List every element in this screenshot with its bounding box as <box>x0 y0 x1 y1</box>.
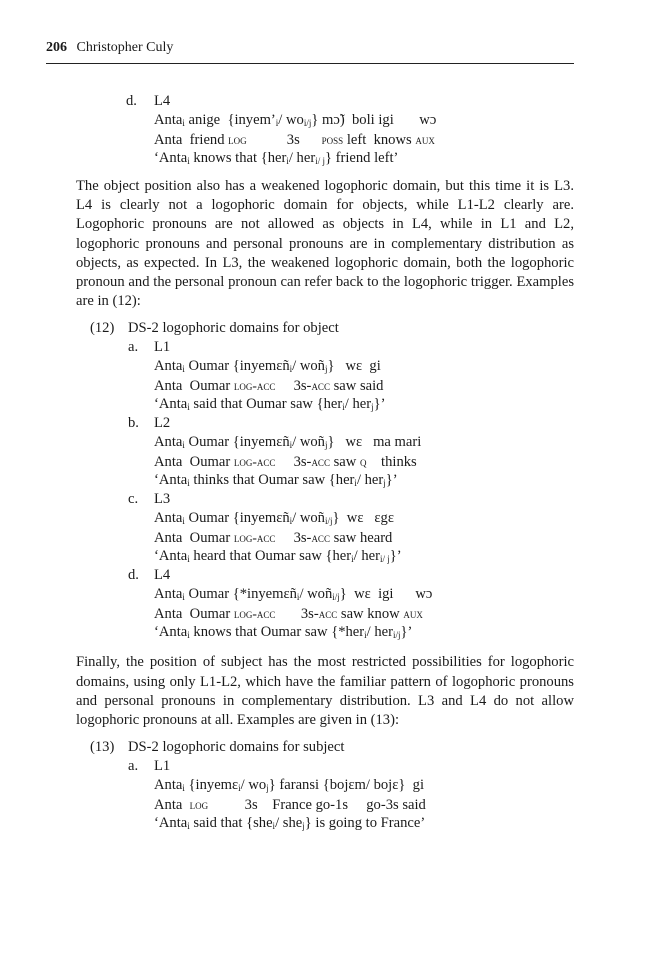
example-number: (13) <box>90 739 115 756</box>
example-source-line: Anta$_i$ Oumar {inyemɛñ$_i$/ woñ$_{i/j}$} wɛ ɛgɛ <box>154 510 394 527</box>
example-item: c. L3 Anta$_i$ Oumar {inyemɛñ$_i$/ woñ$_{i/j}$} wɛ ɛgɛ Anta Oumar log-acc 3s-acc saw heard ‘Anta$_i$ heard that Oumar saw {her$_i$/ her$_{i/ j}$}’ <box>76 490 574 566</box>
example-gloss-line: Anta Oumar log-acc 3s-acc saw know aux <box>154 606 423 623</box>
example-source-line: Anta$_i$ {inyemɛ$_i$/ $wo_j$} faransi {bojɛm/ bojɛ} gi <box>154 777 425 794</box>
example-level: L4 <box>154 93 171 109</box>
example-translation-line: ‘Anta$_i$ heard that Oumar saw {her$_i$/ her$_{i/ j}$}’ <box>154 548 402 565</box>
example-11d <box>76 92 574 169</box>
example-title: DS-2 logophoric domains for object <box>128 320 339 337</box>
example-translation-line: ‘Anta$_i$ knows that Oumar saw {*her$_i$/ her$_{i/j}$}’ <box>154 624 413 641</box>
example-level: L1 <box>154 758 171 775</box>
example-number: (12) <box>90 320 115 337</box>
author-name: Christopher Culy <box>76 40 174 55</box>
example-gloss-line: Anta log 3s France go-1s go-3s said <box>154 797 426 814</box>
example-gloss-line: Anta Oumar log-acc 3s-acc saw said <box>154 378 384 395</box>
example-gloss-line: Anta friend log 3s poss left knows aux <box>154 132 435 148</box>
example-translation-line: ‘Anta$_i$ knows that {her$_i$/ her$_{i/ j}$} friend left’ <box>154 150 399 166</box>
example-item: d. L4 Anta$_i$ Oumar {*inyemɛñ$_i$/ woñ$_{i/j}$} wɛ igi wɔ Anta Oumar log-acc 3s-acc saw know aux ‘Anta$_i$ knows that Oumar saw {*her$_i$/ her$_{i/j}$}’ <box>76 566 574 642</box>
example-label: d. <box>126 93 137 109</box>
page-body <box>76 92 574 838</box>
example-translation-line: ‘Anta$_i$ said that {she$_i$/ she$_j$} is going to France’ <box>154 815 426 832</box>
example-gloss-line: Anta Oumar log-acc 3s-acc saw heard <box>154 530 393 547</box>
example-source-line: Anta$_i$ anige {$inyem’_i/$ $wo_{i/j}$} mɔ̃) boli igi wɔ <box>154 112 437 128</box>
example-source-line: Anta$_i$ Oumar {*inyemɛñ$_i$/ woñ$_{i/j}$} wɛ igi wɔ <box>154 586 433 603</box>
running-header <box>46 40 574 64</box>
page-number: 206 <box>46 40 67 55</box>
example-title: DS-2 logophoric domains for subject <box>128 739 345 756</box>
body-paragraph: The object position also has a weakened logophoric domain, but this time it is L3. L4 is clearly not a logophoric domain for objects, while L1-L2 clearly are. Logophoric pronouns are not allowed as objects in L4, while in L1 and L2, logophoric pronouns and personal pronouns are in complementary distribution as objects, as expected. In L3, the weakened logophoric domain, both the logophoric pronoun and the personal pronoun can refer back to the logophoric trigger. Examples are in (12): <box>76 178 574 310</box>
example-item: a. L1 Anta$_i$ Oumar {inyemɛñ$_i$/ woñ$_j$} wɛ gi Anta Oumar log-acc 3s-acc saw said ‘Anta$_i$ said that Oumar saw {her$_i$/ her$_j$}’ <box>76 338 574 414</box>
body-paragraph: Finally, the position of subject has the most restricted possibilities for logophoric domains, using only L1-L2, which have the familiar pattern of logophoric pronouns and personal pronouns in complementary distribution. L3 and L4 do not allow logophoric pronouns at all. Examples are given in (13): <box>76 654 574 729</box>
example-13 <box>76 738 574 838</box>
example-translation-line: ‘Anta$_i$ thinks that Oumar saw {her$_i$/ her$_j$}’ <box>154 472 398 489</box>
example-label: a. <box>128 758 139 775</box>
example-source-line: Anta$_i$ Oumar {inyemɛñ$_i$/ woñ$_j$} wɛ gi <box>154 358 381 375</box>
example-12 <box>76 319 574 645</box>
example-item: b. L2 Anta$_i$ Oumar {inyemɛñ$_i$/ woñ$_j$} wɛ ma mari Anta Oumar log-acc 3s-acc saw q thinks ‘Anta$_i$ thinks that Oumar saw {her$_i$/ her$_j$}’ <box>76 414 574 490</box>
example-source-line: Anta$_i$ Oumar {inyemɛñ$_i$/ woñ$_j$} wɛ ma mari <box>154 434 422 451</box>
example-gloss-line: Anta Oumar log-acc 3s-acc saw q thinks <box>154 454 417 471</box>
example-translation-line: ‘Anta$_i$ said that Oumar saw {her$_i$/ her$_j$}’ <box>154 396 386 413</box>
